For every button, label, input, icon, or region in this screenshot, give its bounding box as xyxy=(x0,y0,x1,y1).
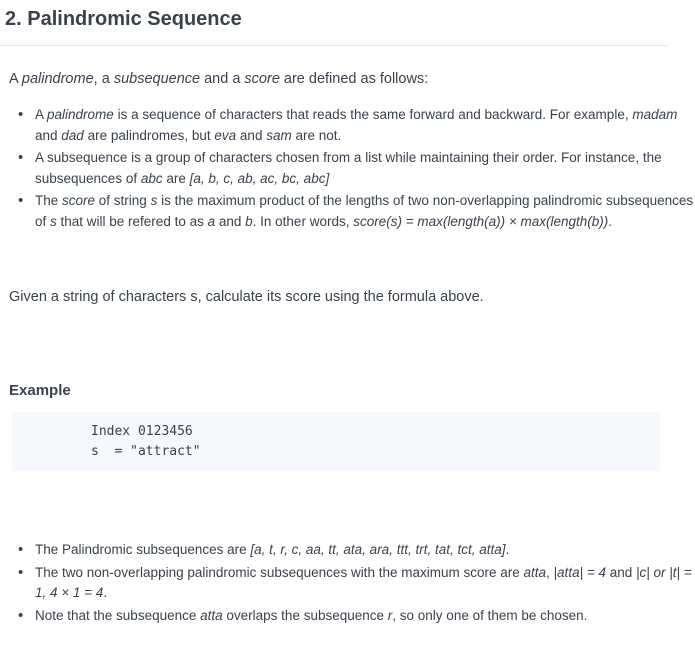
note-text: . xyxy=(103,585,108,600)
note-example: [a, t, r, c, aa, tt, ata, ara, ttt, trt, tat, tct, atta] xyxy=(250,542,506,557)
def-text: of string xyxy=(95,193,151,208)
explanation-item xyxy=(35,563,695,604)
def-example: madam xyxy=(632,107,678,122)
note-text: and xyxy=(605,564,637,580)
definition-subsequence xyxy=(35,148,695,189)
def-term: palindrome xyxy=(47,107,114,122)
def-text: The xyxy=(35,193,63,208)
def-text: are xyxy=(162,170,190,186)
def-example: sam xyxy=(266,127,292,143)
intro-text: and a xyxy=(200,71,245,87)
def-var: s xyxy=(50,213,57,229)
problem-statement: Given a string of characters s, calculate its score using the formula above. xyxy=(9,289,484,305)
intro-term-palindrome: palindrome xyxy=(21,71,94,87)
def-var: b xyxy=(245,213,253,229)
definition-palindrome xyxy=(35,105,695,146)
intro-term-score: score xyxy=(244,71,280,87)
def-text: are not. xyxy=(291,127,342,143)
note-example: atta xyxy=(523,564,547,580)
def-example: dad xyxy=(61,127,84,143)
definitions-list xyxy=(9,105,695,234)
def-text: . In other words, xyxy=(252,213,354,229)
note-text: . xyxy=(505,542,510,557)
definition-score xyxy=(35,191,695,232)
explanation-item xyxy=(35,606,695,627)
def-text: and xyxy=(236,127,267,143)
intro-text: A xyxy=(9,71,22,87)
note-text: The Palindromic subsequences are xyxy=(35,542,251,557)
note-text: The two non-overlapping palindromic subsequences with the maximum score are xyxy=(35,564,524,580)
def-text: . xyxy=(608,213,613,229)
def-text: A xyxy=(35,107,48,122)
note-text: overlaps the subsequence xyxy=(222,607,388,623)
page-title: 2. Palindromic Sequence xyxy=(5,8,242,30)
code-line-index: Index 0123456 xyxy=(91,424,193,439)
def-text: and xyxy=(215,213,246,229)
def-text: and xyxy=(35,127,62,143)
example-heading: Example xyxy=(9,382,71,399)
note-text: , xyxy=(546,564,554,580)
def-text: is the maximum product of the lengths of two non-overlapping palindromic subsequences of xyxy=(35,193,694,229)
def-term: score xyxy=(62,193,96,208)
note-example: |c| or |t| = 1, 4 × 1 = 4 xyxy=(35,564,692,600)
note-example: atta xyxy=(200,607,223,623)
intro-paragraph xyxy=(9,69,669,89)
def-text: that will be refered to as xyxy=(56,213,208,229)
title-divider xyxy=(0,45,668,46)
def-example: eva xyxy=(214,127,237,143)
intro-text: , a xyxy=(93,71,114,87)
def-var: a xyxy=(207,213,216,229)
def-var: s xyxy=(150,193,158,208)
note-text: Note that the subsequence xyxy=(35,607,201,623)
note-example: |atta| = 4 xyxy=(553,564,606,580)
explanation-list xyxy=(9,540,695,628)
def-text: A subsequence is a group of characters chosen from a list while maintaining their order. For instance, the subsequences of xyxy=(35,150,662,186)
intro-text: are defined as follows: xyxy=(279,71,429,87)
note-example: r xyxy=(387,607,393,623)
note-text: , so only one of them be chosen. xyxy=(392,607,588,623)
intro-term-subsequence: subsequence xyxy=(113,71,201,87)
explanation-item xyxy=(35,540,695,561)
example-code-block xyxy=(12,412,660,471)
code-line-string: s = "attract" xyxy=(91,444,201,459)
def-example: [a, b, c, ab, ac, bc, abc] xyxy=(189,170,330,186)
def-example: abc xyxy=(140,170,163,186)
def-text: is a sequence of characters that reads the same forward and backward. For example, xyxy=(113,107,633,122)
def-text: are palindromes, but xyxy=(83,127,215,143)
def-formula: score(s) = max(length(a)) × max(length(b)) xyxy=(353,213,609,229)
